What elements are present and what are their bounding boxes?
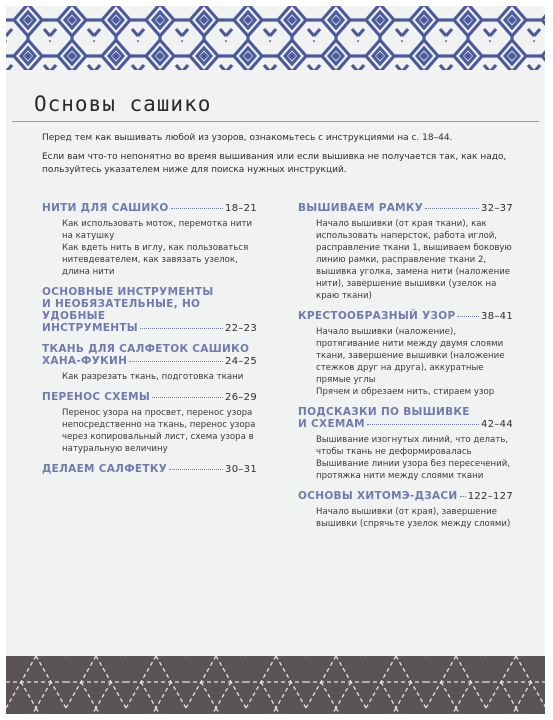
page-range: 42–44 <box>481 419 513 430</box>
index-column-left <box>42 202 257 484</box>
index-entry-heading <box>42 463 257 476</box>
sashiko-pattern-header <box>6 6 545 70</box>
index-entry-heading <box>42 343 257 368</box>
dot-leader <box>457 316 479 317</box>
index-entry-description: Прячем и обрезаем нить, стираем узор <box>316 387 495 397</box>
heading-line: ОСНОВНЫЕ ИНСТРУМЕНТЫ <box>42 286 214 298</box>
heading-line-with-pages <box>298 310 513 323</box>
page-title: Основы сашико <box>34 92 212 116</box>
page-range: 26–29 <box>225 392 257 403</box>
page-range: 122–127 <box>467 491 513 502</box>
page-range: 24–25 <box>225 356 257 367</box>
heading-text: ДЕЛАЕМ САЛФЕТКУ <box>42 463 168 475</box>
index-entry <box>42 463 257 476</box>
index-entry <box>42 343 257 383</box>
heading-text: ИНСТРУМЕНТЫ <box>42 322 138 334</box>
index-entry-description: Как разрезать ткань, подготовка ткани <box>62 372 244 382</box>
heading-text: И СХЕМАМ <box>298 418 365 430</box>
index-entry-heading <box>42 391 257 404</box>
index-entry <box>298 406 513 482</box>
index-entry-description: Вышивание изогнутых линий, что делать, чтобы ткань не деформировалась <box>316 435 509 457</box>
heading-line-with-pages <box>298 490 513 503</box>
heading-line-with-pages <box>298 202 513 215</box>
dot-leader <box>460 496 466 497</box>
index-entry-heading <box>298 406 513 431</box>
heading-line-with-pages <box>42 391 257 404</box>
sashiko-pattern-footer <box>6 656 545 714</box>
index-entry-heading <box>298 202 513 215</box>
intro-paragraph-1: Перед тем как вышивать любой из узоров, ознакомьтесь с инструкциями на с. 18–44. <box>42 133 453 143</box>
page-range: 22–23 <box>225 323 257 334</box>
heading-line: ТКАНЬ ДЛЯ САЛФЕТОК САШИКО <box>42 343 250 355</box>
dot-leader <box>152 397 223 398</box>
index-entry-heading <box>42 286 257 335</box>
index-entry-description: Вышивание линии узора без пересечений, протяжка нити между слоями ткани <box>316 459 511 481</box>
heading-text: КРЕСТООБРАЗНЫЙ УЗОР <box>298 310 456 322</box>
heading-text: ОСНОВЫ ХИТОМЭ-ДЗАСИ <box>298 490 458 502</box>
dot-leader <box>367 424 479 425</box>
index-entry-description: Начало вышивки (от края), завершение вышивки (спрячьте узелок между слоями) <box>316 507 511 529</box>
title-divider <box>12 121 539 122</box>
dot-leader <box>425 208 479 209</box>
page-range: 38–41 <box>481 311 513 322</box>
index-entry-heading <box>298 310 513 323</box>
page-range: 30–31 <box>225 464 257 475</box>
index-entry <box>42 286 257 335</box>
heading-line-with-pages <box>298 418 513 431</box>
heading-text: ПЕРЕНОС СХЕМЫ <box>42 391 151 403</box>
heading-line-with-pages <box>42 322 257 335</box>
heading-text: ХАНА-ФУКИН <box>42 355 128 367</box>
index-entry-heading <box>298 490 513 503</box>
dot-leader <box>129 361 223 362</box>
page-range: 18–21 <box>225 203 257 214</box>
dot-leader <box>169 469 223 470</box>
index-entry <box>298 310 513 398</box>
heading-line: ПОДСКАЗКИ ПО ВЫШИВКЕ <box>298 406 470 418</box>
intro-paragraph-2: Если вам что-то непонятно во время вышивания или если вышивка не получается так, как надо, пользуйтесь указателем ниже для поиска нужных инструкций. <box>42 152 507 175</box>
dot-leader <box>171 208 223 209</box>
index-entry <box>298 202 513 302</box>
heading-line-with-pages <box>42 202 257 215</box>
index-entry-description: Перенос узора на просвет, перенос узора непосредственно на ткань, перенос узора через копировальный лист, схема узора в натуральную величину <box>62 408 256 454</box>
heading-line-with-pages <box>42 463 257 476</box>
index-entry <box>298 490 513 530</box>
index-entry-description: Начало вышивки (наложение), протягивание нити между двумя слоями ткани, завершение вышивки (наложение стежков друг на друга), аккуратные прямые углы <box>316 327 505 385</box>
index-column-right <box>298 202 513 538</box>
book-page <box>6 6 545 714</box>
dot-leader <box>140 328 223 329</box>
index-entry-description: Как вдеть нить в иглу, как пользоваться нитевдевателем, как завязать узелок, длина нити <box>62 243 249 277</box>
index-entry <box>42 391 257 455</box>
heading-text: НИТИ ДЛЯ САШИКО <box>42 202 169 214</box>
heading-line: И НЕОБЯЗАТЕЛЬНЫЕ, НО УДОБНЫЕ <box>42 298 201 322</box>
heading-text: ВЫШИВАЕМ РАМКУ <box>298 202 424 214</box>
heading-line-with-pages <box>42 355 257 368</box>
index-entry <box>42 202 257 278</box>
index-entry-heading <box>42 202 257 215</box>
index-entry-description: Начало вышивки (от края ткани), как использовать наперсток, работа иглой, расправление ткани 1, вышиваем боковую линию рамки, расправление ткани 2, вышивка уголка, замена нити (наложение нити), завершение вышивки (узелок на краю ткани) <box>316 219 512 301</box>
page-range: 32–37 <box>481 203 513 214</box>
index-entry-description: Как использовать моток, перемотка нити на катушку <box>62 219 253 241</box>
